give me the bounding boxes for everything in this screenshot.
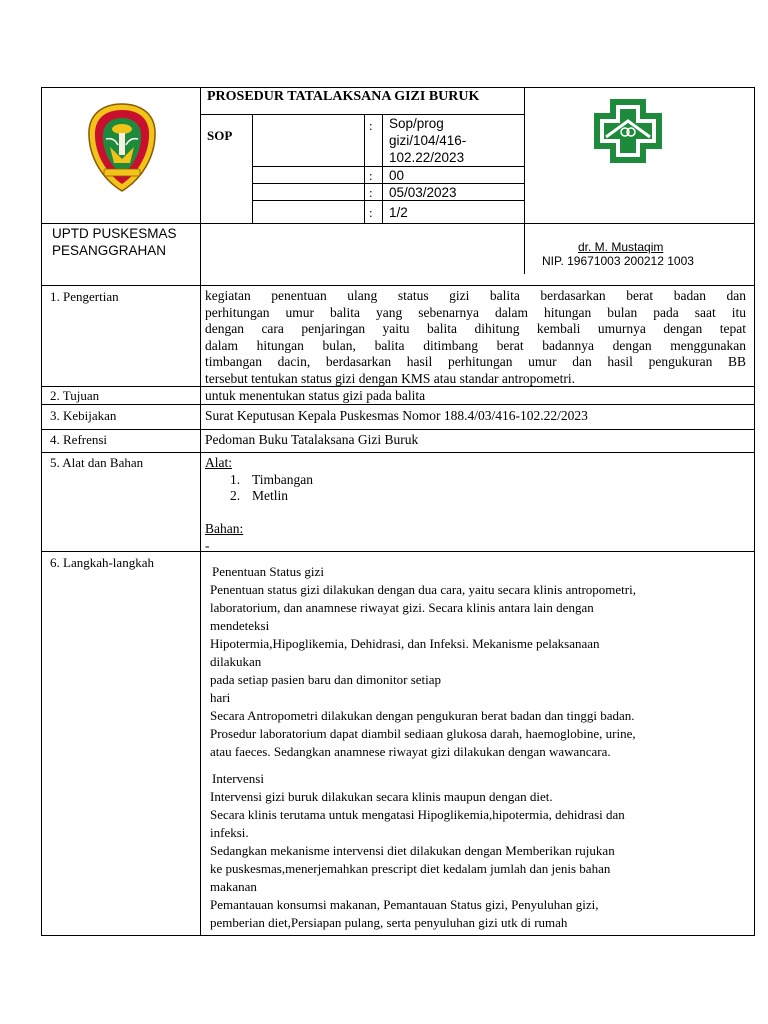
langkah-line: dilakukan (210, 654, 262, 669)
org-name-line-1: UPTD PUSKESMAS (52, 226, 177, 241)
alat-heading: Alat: (205, 455, 232, 470)
langkah-line: Penentuan Status gizi (212, 564, 324, 579)
refrensi-label: 4. Refrensi (50, 432, 108, 447)
langkah-line: Intervensi gizi buruk dilakukan secara klinis maupun dengan diet. (210, 789, 553, 804)
puskesmas-logo (590, 95, 666, 167)
langkah-line: Penentuan status gizi dilakukan dengan dua cara, yaitu secara klinis antropometri, (210, 582, 636, 597)
langkah-line: Sedangkan mekanisme intervensi diet dilakukan dengan Memberikan rujukan (210, 843, 615, 858)
signer-name: dr. M. Mustaqim (578, 240, 664, 254)
bahan-heading: Bahan: (205, 521, 244, 536)
regency-emblem (84, 101, 160, 195)
pengertian-line: dengan cara penjaringan yaitu balita dihitung kembali umurnya dengan tepat (205, 321, 746, 336)
pengertian-line: perhitungan umur balita yang sebenarnya dalam hitungan bulan pada saat itu (205, 304, 746, 320)
sop-label: SOP (207, 128, 233, 143)
doc-number-line-3: 102.22/2023 (389, 150, 465, 165)
alat-bahan-label: 5. Alat dan Bahan (50, 455, 144, 470)
alat-item: Timbangan (252, 472, 314, 487)
alat-item-number: 2. (230, 488, 241, 503)
tujuan-text: untuk menentukan status gizi pada balita (205, 388, 426, 403)
pengertian-label: 1. Pengertian (50, 289, 119, 304)
langkah-line: laboratorium, dan anamnese riwayat gizi. Secara klinis antara lain dengan (210, 600, 594, 615)
revision-value: 00 (389, 168, 405, 183)
pengertian-line: timbangan dacin, berdasarkan hasil perhitungan umur dan hasil pengukuran BB (205, 354, 746, 369)
page-value: 1/2 (389, 205, 408, 220)
doc-number-line-2: gizi/104/416- (389, 133, 467, 148)
langkah-line: Intervensi (212, 771, 264, 786)
langkah-line: Hipotermia,Hipoglikemia, Dehidrasi, dan Infeksi. Mekanisme pelaksanaan (210, 636, 600, 651)
kebijakan-label: 3. Kebijakan (50, 408, 117, 423)
langkah-line: mendeteksi (210, 618, 270, 633)
langkah-line: Secara klinis terutama untuk mengatasi Hipoglikemia,hipotermia, dehidrasi dan (210, 807, 625, 822)
langkah-line: infeksi. (210, 825, 249, 840)
pengertian-line: kegiatan penentuan ulang status gizi balita berdasarkan berat badan dan (205, 288, 746, 303)
langkah-line: Prosedur laboratorium dapat diambil sediaan glukosa darah, haemoglobine, urine, (210, 726, 636, 741)
revision-colon: : (369, 168, 373, 183)
bahan-value: - (205, 538, 210, 553)
date-colon: : (369, 185, 373, 200)
langkah-line: Pemantauan konsumsi makanan, Pemantauan Status gizi, Penyuluhan gizi, (210, 897, 599, 912)
alat-item: Metlin (252, 488, 288, 503)
langkah-label: 6. Langkah-langkah (50, 555, 154, 570)
page-colon: : (369, 205, 373, 220)
doc-number-line-1: Sop/prog (389, 116, 444, 131)
langkah-line: makanan (210, 879, 257, 894)
pengertian-body (205, 288, 746, 387)
langkah-line: hari (210, 690, 231, 705)
tujuan-label: 2. Tujuan (50, 388, 100, 403)
alat-item-number: 1. (230, 472, 241, 487)
langkah-line: Secara Antropometri dilakukan dengan pengukuran berat badan dan tinggi badan. (210, 708, 635, 723)
pengertian-line: dalam hitungan bulan, balita ditimbang berat badannya dengan menggunakan (205, 337, 746, 353)
pengertian-line: tersebut tentukan status gizi dengan KMS atau standar antropometri. (205, 370, 576, 386)
document-title: PROSEDUR TATALAKSANA GIZI BURUK (207, 89, 480, 104)
kebijakan-text: Surat Keputusan Kepala Puskesmas Nomor 188.4/03/416-102.22/2023 (205, 408, 588, 423)
langkah-line: pemberian diet,Persiapan pulang, serta penyuluhan gizi utk di rumah (210, 915, 568, 930)
doc-number-colon: : (369, 118, 373, 133)
date-value: 05/03/2023 (389, 185, 457, 200)
refrensi-text: Pedoman Buku Tatalaksana Gizi Buruk (205, 432, 419, 447)
signer-nip: NIP. 19671003 200212 1003 (542, 254, 694, 268)
langkah-line: ke puskesmas,menerjemahkan prescript diet kedalam jumlah dan jenis bahan (210, 861, 611, 876)
langkah-line: atau faeces. Sedangkan anamnese riwayat gizi dilakukan dengan wawancara. (210, 744, 611, 759)
org-name-line-2: PESANGGRAHAN (52, 243, 167, 258)
langkah-line: pada setiap pasien baru dan dimonitor setiap (210, 672, 442, 687)
